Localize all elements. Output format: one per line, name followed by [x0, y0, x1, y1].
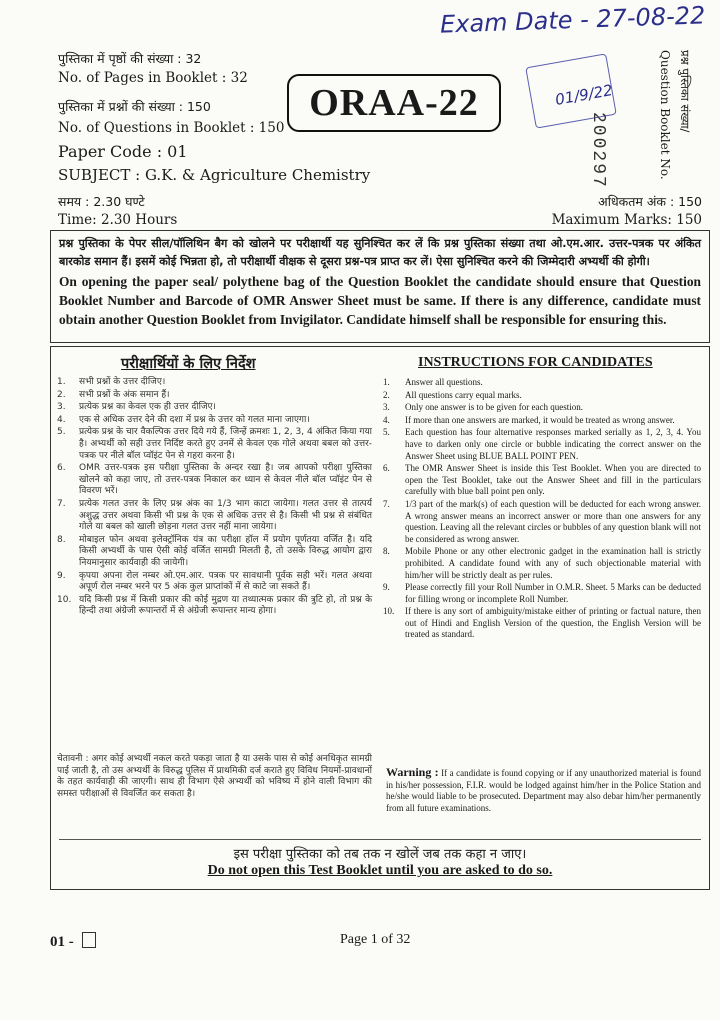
instruction-number: 6.: [57, 463, 66, 474]
page-number: Page 1 of 32: [340, 932, 411, 947]
instruction-item: [383, 427, 701, 462]
seal-notice-box: [50, 230, 710, 343]
footer-code-text: 01 -: [50, 934, 74, 950]
footer-paper-code: [50, 932, 96, 951]
questions-count-hindi: पुस्तिका में प्रश्नों की संख्या : 150: [58, 99, 211, 114]
instruction-text: Please correctly fill your Roll Number in O.M.R. Sheet. 5 Marks can be deducted for filling wrong or incomplete Roll Number.: [405, 582, 701, 604]
instruction-text: सभी प्रश्नों के अंक समान हैं।: [79, 389, 170, 400]
instruction-number: 3.: [383, 402, 390, 413]
subject-line: SUBJECT : G.K. & Agriculture Chemistry: [58, 166, 371, 184]
warning-label-english: Warning :: [386, 765, 439, 779]
instruction-text: Only one answer is to be given for each question.: [405, 402, 583, 413]
instruction-text: प्रत्येक प्रश्न के चार वैकल्पिक उत्तर दिये गये हैं, जिन्हें क्रमशः 1, 2, 3, 4 अंकित किया गया है। अभ्यर्थी को सही उत्तर निर्दिष्ट करते हुए उनमें से केवल एक गोले अथवा बबल को उत्तर-पत्रक पर नीले बॉल प्वॉइंट पेन से गहरा करना है।: [79, 427, 372, 461]
pages-count-english: No. of Pages in Booklet : 32: [58, 70, 248, 86]
instruction-text: यदि किसी प्रश्न में किसी प्रकार की कोई मुद्रण या तथ्यात्मक प्रकार की त्रुटि हो, तो प्रश्न के हिन्दी तथा अंग्रेजी रूपान्तरों में से अंग्रेजी रूपान्तर मान्य होगा।: [79, 594, 372, 617]
seal-notice-hindi: प्रश्न पुस्तिका के पेपर सील/पॉलिथिन बैग को खोलने पर परीक्षार्थी यह सुनिश्चित कर लें कि प्रश्न पुस्तिका संख्या तथा ओ.एम.आर. उत्तर-पत्रक पर अंकित बारकोड समान हैं। इसमें कोई भिन्नता हो, तो परीक्षार्थी वीक्षक से दूसरा प्रश्न-पत्र प्राप्त कर लें। ऐसा सुनिश्चित करने की जिम्मेदारी अभ्यर्थी की होगी।: [59, 237, 701, 268]
instruction-text: Each question has four alternative responses marked serially as 1, 2, 3, 4. You have to darken only one circle or bubble indicating the correct answer on the Answer Sheet using BLUE BALL POINT PEN.: [405, 427, 701, 461]
instruction-text: सभी प्रश्नों के उत्तर दीजिए।: [79, 377, 166, 387]
instruction-number: 1.: [383, 377, 390, 387]
instruction-item: [383, 377, 701, 389]
instruction-number: 2.: [57, 389, 66, 400]
instruction-item: [383, 390, 701, 402]
instruction-item: [57, 535, 372, 570]
handwritten-stamp-date: 01/9/22: [553, 81, 614, 109]
instruction-item: [57, 390, 372, 402]
pages-count-hindi: पुस्तिका में पृष्ठों की संख्या : 32: [58, 51, 202, 66]
seal-notice-english: On opening the paper seal/ polythene bag of the Question Booklet the candidate should ensure that Question Booklet Number and Barcode of OMR Answer Sheet must be same. If there is any difference, candidate must obtain another Question Booklet from Invigilator. Candidate himself shall be responsible for ensuring this.: [59, 274, 701, 327]
instruction-text: एक से अधिक उत्तर देने की दशा में प्रश्न के उत्तर को गलत माना जाएगा।: [79, 414, 310, 425]
instructions-title-hindi: परीक्षार्थियों के लिए निर्देश: [121, 356, 256, 372]
instruction-number: 6.: [383, 463, 390, 474]
booklet-number-label-hindi: प्रश्न पुस्तिका संख्या/: [678, 50, 692, 133]
max-marks-hindi: अधिकतम अंक : 150: [598, 194, 702, 209]
time-english: Time: 2.30 Hours: [58, 212, 178, 228]
do-not-open-hindi: इस परीक्षा पुस्तिका को तब तक न खोलें जब तक कहा न जाए।: [233, 847, 527, 862]
instruction-text: प्रत्येक गलत उत्तर के लिए प्रश्न अंक का 1/3 भाग काटा जायेगा। गलत उत्तर से तात्पर्य अशुद्ध उत्तर अथवा किसी भी प्रश्न के एक से अधिक उत्तर से है। किसी भी प्रश्न से संबंधित गोले या बबल को खाली छोड़ना गलत उत्तर नहीं माना जायेगा।: [79, 498, 372, 533]
instruction-text: कृपया अपना रोल नम्बर ओ.एम.आर. पत्रक पर सावधानी पूर्वक सही भरें। गलत अथवा अपूर्ण रोल नम्बर भरने पर 5 अंक कुल प्राप्तांकों में से काटे जा सकते हैं।: [79, 570, 372, 593]
warning-hindi: चेतावनी : अगर कोई अभ्यर्थी नकल करते पकड़ा जाता है या उसके पास से कोई अनधिकृत सामग्री पाई जाती है, तो उस अभ्यर्थी के विरुद्ध पुलिस में प्राथमिकी दर्ज कराते हुए विविध नियमों-प्रावधानों के तहत कार्यवाही की जाएगी। साथ ही विभाग ऐसे अभ्यर्थी को भविष्य में होने वाली विभाग की समस्त परीक्षाओं से विवर्जित कर सकता है।: [57, 754, 372, 799]
instruction-item: [383, 499, 701, 545]
instruction-text: मोबाइल फोन अथवा इलेक्ट्रॉनिक यंत्र का परीक्षा हॉल में प्रयोग पूर्णतया वर्जित है। यदि किसी अभ्यर्थी के पास ऐसी कोई वर्जित सामग्री मिलती है, तो उसके विरुद्ध आयोग द्वारा नियमानुसार कार्यवाही की जायेगी।: [79, 534, 372, 568]
do-not-open-english: Do not open this Test Booklet until you are asked to do so.: [207, 863, 553, 878]
instruction-item: [57, 427, 372, 462]
instruction-number: 8.: [383, 546, 390, 557]
instruction-text: OMR उत्तर-पत्रक इस परीक्षा पुस्तिका के अन्दर रखा है। जब आपको परीक्षा पुस्तिका खोलने को कहा जाए, तो उत्तर-पत्रक निकाल कर ध्यान से केवल नीले बॉल प्वॉइंट पेन से विवरण भरें।: [79, 463, 372, 497]
instruction-number: 7.: [383, 498, 390, 509]
instruction-item: [57, 595, 372, 618]
instruction-text: If more than one answers are marked, it would be treated as wrong answer.: [405, 414, 675, 425]
instruction-number: 9.: [383, 582, 390, 593]
instruction-item: [383, 402, 701, 414]
warning-english: [386, 767, 701, 814]
booklet-number-label-english: Question Booklet No.: [658, 50, 672, 180]
instruction-item: [57, 499, 372, 534]
instruction-item: [57, 463, 372, 498]
instruction-text: If there is any sort of ambiguity/mistake either of printing or factual nature, then out of Hindi and English Version of the question, the English Version will be treated as standard.: [405, 606, 701, 640]
instructions-title-english: INSTRUCTIONS FOR CANDIDATES: [418, 355, 653, 370]
instruction-item: [383, 415, 701, 427]
box-divider: [59, 839, 701, 840]
instruction-text: Answer all questions.: [405, 377, 483, 387]
booklet-number: 200297: [588, 112, 608, 189]
instruction-item: [57, 377, 372, 389]
booklet-code-box: [287, 74, 501, 132]
instruction-text: All questions carry equal marks.: [405, 389, 522, 400]
instruction-item: [57, 402, 372, 414]
questions-count-english: No. of Questions in Booklet : 150: [58, 120, 285, 136]
instruction-text: प्रत्येक प्रश्न का केवल एक ही उत्तर दीजिए।: [79, 402, 216, 413]
paper-code: Paper Code : 01: [58, 142, 188, 161]
instruction-number: 8.: [57, 534, 66, 545]
instruction-number: 3.: [57, 402, 66, 413]
instruction-text: Mobile Phone or any other electronic gadget in the examination hall is strictly prohibited. A candidate found with any of such objectionable material with him/her will be strictly dealt as per rules.: [405, 546, 701, 580]
instruction-item: [383, 582, 701, 605]
instruction-number: 5.: [383, 427, 390, 438]
instruction-item: [383, 606, 701, 641]
instructions-box: [50, 346, 710, 890]
instruction-number: 4.: [57, 414, 66, 425]
max-marks-english: Maximum Marks: 150: [551, 212, 702, 228]
instruction-number: 9.: [57, 570, 66, 581]
instruction-number: 7.: [57, 498, 66, 509]
instruction-number: 5.: [57, 427, 66, 438]
instruction-item: [57, 571, 372, 594]
warning-text-english: If a candidate is found copying or if any unauthorized material is found in his/her possession, F.I.R. would be lodged against him/her in the Police Station and he/she would liable to be prosecuted. Department may also debar him/her permanently from all future examinations.: [386, 768, 701, 813]
booklet-code: ORAA-22: [309, 82, 479, 124]
handwritten-exam-date: Exam Date - 27-08-22: [439, 1, 706, 39]
instruction-item: [383, 463, 701, 498]
instruction-number: 4.: [383, 414, 390, 425]
instructions-list-english: [383, 377, 701, 642]
instruction-item: [57, 415, 372, 427]
instruction-number: 2.: [383, 389, 390, 400]
page-flip-icon: [82, 932, 96, 948]
instructions-list-hindi: [57, 377, 372, 619]
instruction-number: 10.: [57, 594, 72, 605]
instruction-number: 10.: [383, 606, 395, 617]
instruction-item: [383, 546, 701, 581]
time-hindi: समय : 2.30 घण्टे: [58, 194, 145, 209]
instruction-text: 1/3 part of the mark(s) of each question will be deducted for each wrong answer. A wrong answer means an incorrect answer or more than one answers for any question. Leaving all the relevant circles or bubbles of any question blank will not be considered as wrong answer.: [405, 498, 701, 544]
instruction-text: The OMR Answer Sheet is inside this Test Booklet. When you are directed to open the Test Booklet, take out the Answer Sheet and fill in the particulars carefully with blue ball point pen only.: [405, 463, 701, 497]
instruction-number: 1.: [57, 377, 66, 387]
